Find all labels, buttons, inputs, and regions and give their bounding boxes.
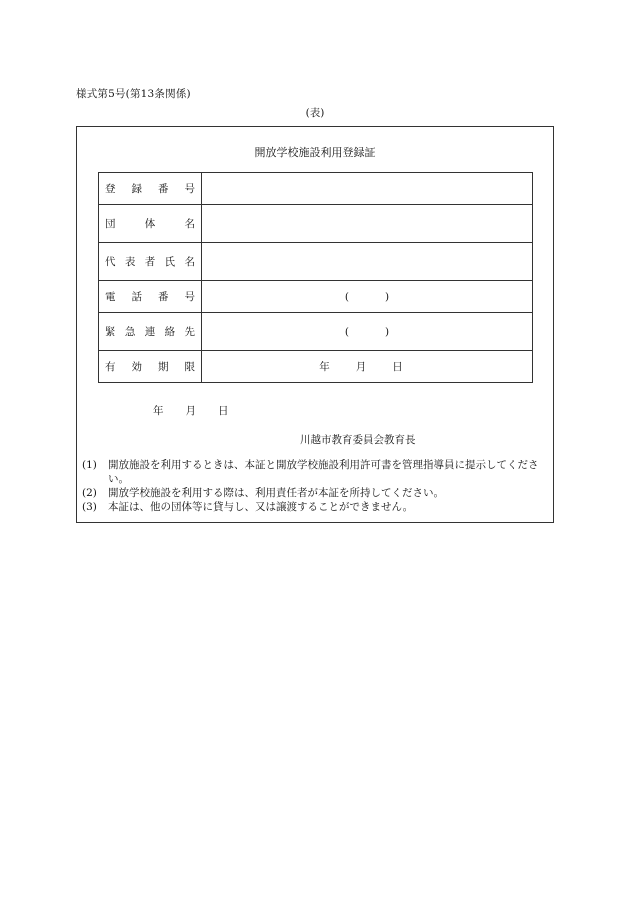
paren-open: ( <box>344 290 349 303</box>
side-label: (表) <box>305 107 325 119</box>
label-char: 連 <box>144 326 156 338</box>
issuer: 川越市教育委員会教育長 <box>300 434 416 446</box>
paren-open: ( <box>344 325 349 338</box>
certificate-frame <box>76 126 554 523</box>
issue-year-label: 年 <box>153 405 164 417</box>
issue-date <box>153 403 229 418</box>
label-char: 絡 <box>164 326 176 338</box>
label-char: 話 <box>131 291 142 303</box>
value-validity-period[interactable] <box>202 351 533 383</box>
label-char: 者 <box>144 256 156 268</box>
issue-month-label: 月 <box>185 405 196 417</box>
row-phone-number <box>99 281 533 313</box>
date-day-label: 日 <box>392 361 403 373</box>
value-representative-name[interactable] <box>202 243 533 281</box>
row-validity-period <box>99 351 533 383</box>
label-organization-name <box>99 205 202 243</box>
label-char: 体 <box>144 218 156 230</box>
label-registration-number <box>99 173 202 205</box>
row-registration-number <box>99 173 533 205</box>
label-char: 号 <box>184 183 195 195</box>
note-item <box>82 500 550 514</box>
label-char: 期 <box>158 361 169 373</box>
paren-close: ) <box>385 290 390 303</box>
label-char: 限 <box>184 361 195 373</box>
note-text: 開放施設を利用するときは、本証と開放学校施設利用許可書を管理指導員に提示してください。 <box>108 459 539 485</box>
issue-day-label: 日 <box>218 405 229 417</box>
note-item <box>82 458 550 486</box>
label-representative-name <box>99 243 202 281</box>
date-month-label: 月 <box>355 361 367 373</box>
label-char: 急 <box>124 326 136 338</box>
label-char: 登 <box>105 183 116 195</box>
label-char: 名 <box>184 218 195 230</box>
label-char: 表 <box>124 256 136 268</box>
label-char: 電 <box>105 291 116 303</box>
value-organization-name[interactable] <box>202 205 533 243</box>
note-number: (1) <box>82 459 97 471</box>
label-char: 号 <box>184 291 195 303</box>
value-emergency-contact[interactable] <box>202 313 533 351</box>
label-char: 効 <box>131 361 142 373</box>
label-char: 名 <box>184 256 195 268</box>
label-char: 番 <box>158 183 169 195</box>
note-number: (3) <box>82 501 97 513</box>
row-organization-name <box>99 205 533 243</box>
label-char: 番 <box>158 291 169 303</box>
notes <box>82 458 550 514</box>
label-emergency-contact <box>99 313 202 351</box>
label-phone-number <box>99 281 202 313</box>
label-validity-period <box>99 351 202 383</box>
label-char: 氏 <box>164 256 176 268</box>
label-char: 代 <box>105 256 116 268</box>
label-char: 有 <box>105 361 116 373</box>
label-char: 団 <box>105 218 116 230</box>
paren-close: ) <box>385 325 390 338</box>
note-item <box>82 486 550 500</box>
note-text: 開放学校施設を利用する際は、利用責任者が本証を所持してください。 <box>108 487 444 499</box>
value-registration-number[interactable] <box>202 173 533 205</box>
label-char: 緊 <box>105 326 116 338</box>
certificate-title: 開放学校施設利用登録証 <box>254 146 376 159</box>
row-representative-name <box>99 243 533 281</box>
note-number: (2) <box>82 487 97 499</box>
label-char: 録 <box>131 183 142 195</box>
form-number: 様式第5号(第13条関係) <box>76 88 191 100</box>
registration-table <box>98 172 533 383</box>
row-emergency-contact <box>99 313 533 351</box>
date-year-label: 年 <box>319 361 330 373</box>
note-text: 本証は、他の団体等に貸与し、又は譲渡することができません。 <box>108 501 414 513</box>
label-char: 先 <box>184 326 195 338</box>
value-phone-number[interactable] <box>202 281 533 313</box>
